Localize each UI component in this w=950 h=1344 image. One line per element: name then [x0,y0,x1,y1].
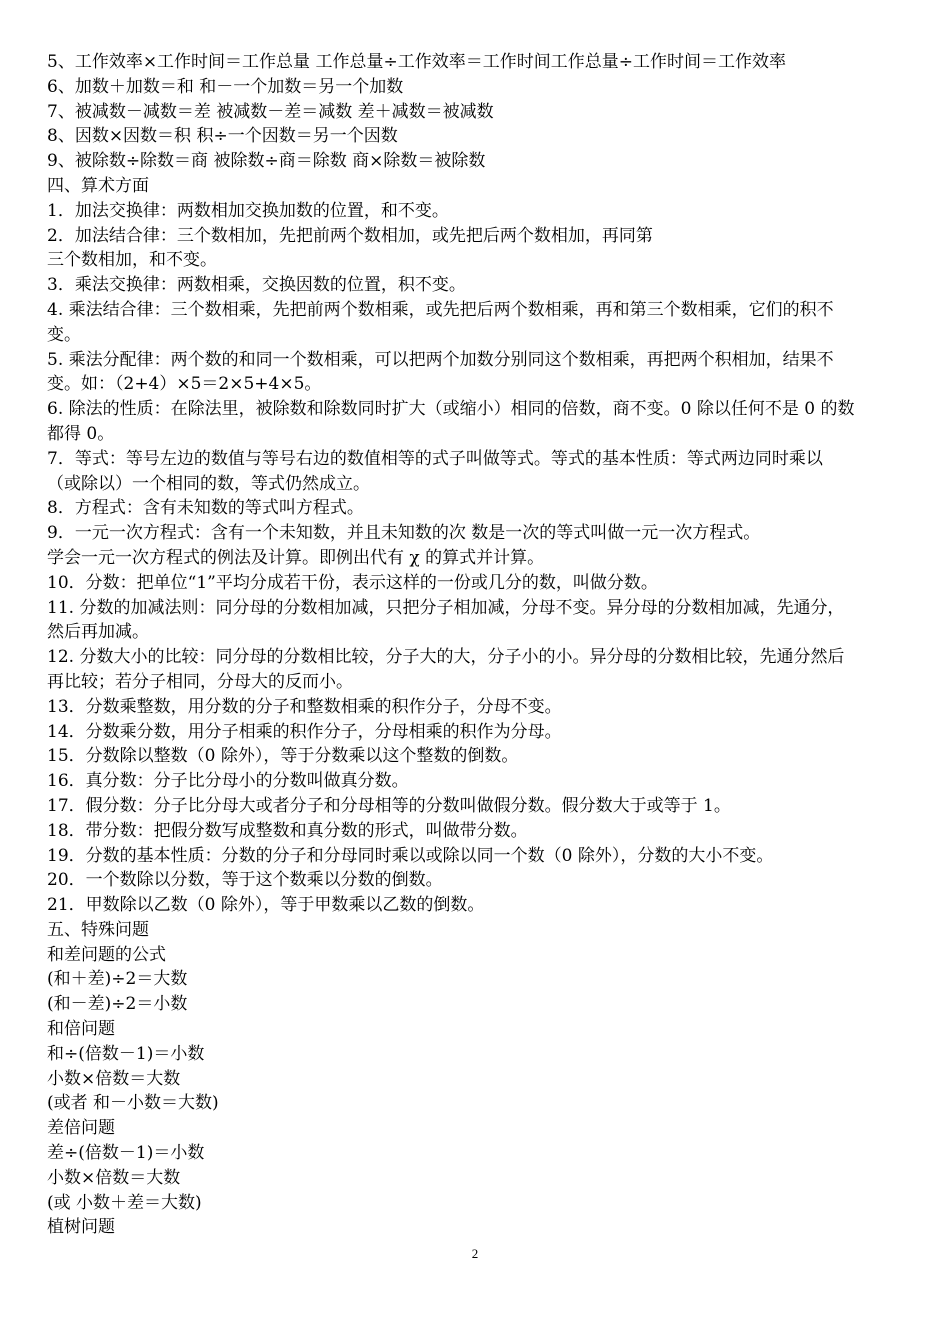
text-line: 9、被除数÷除数＝商 被除数÷商＝除数 商×除数＝被除数 [47,151,486,172]
text-line: 三个数相加，和不变。 [47,250,217,271]
text-line: 18．带分数：把假分数写成整数和真分数的形式，叫做带分数。 [47,820,528,841]
subheading: 植树问题 [47,1217,115,1238]
formula-line: 小数×倍数＝大数 [47,1167,181,1188]
text-line: 7．等式：等号左边的数值与等号右边的数值相等的式子叫做等式。等式的基本性质：等式两边同时乘以 [47,448,823,469]
text-line: 21．甲数除以乙数（0 除外），等于甲数乘以乙数的倒数。 [47,895,485,916]
page-number: 2 [471,1246,479,1261]
text-line: 学会一元一次方程式的例法及计算。即例出代有 χ 的算式并计算。 [47,547,545,568]
text-line: 15．分数除以整数（0 除外），等于分数乘以这个整数的倒数。 [47,746,519,767]
text-line: 2．加法结合律：三个数相加，先把前两个数相加，或先把后两个数相加，再同第 [47,225,653,246]
formula-line: (和＋差)÷2＝大数 [47,969,188,990]
text-line: 20．一个数除以分数，等于这个数乘以分数的倒数。 [47,870,443,891]
text-line: 3．乘法交换律：两数相乘，交换因数的位置，积不变。 [47,275,466,296]
text-line: 7、被减数－减数＝差 被减数－差＝减数 差＋减数＝被减数 [47,101,494,122]
text-line: 5. 乘法分配律：两个数的和同一个数相乘，可以把两个加数分别同这个数相乘，再把两个积相加，结果不 [47,349,834,370]
formula-line: (或 小数＋差＝大数) [47,1192,202,1213]
text-line: 6. 除法的性质：在除法里，被除数和除数同时扩大（或缩小）相同的倍数，商不变。0 除以任何不是 0 的数 [47,399,855,420]
document-body [47,50,909,1240]
section-heading: 四、算术方面 [47,175,149,196]
text-line: 都得 0。 [47,423,115,444]
text-line: 9．一元一次方程式：含有一个未知数，并且未知数的次 数是一次的等式叫做一元一次方程式。 [47,523,761,544]
text-line: 8．方程式：含有未知数的等式叫方程式。 [47,498,364,519]
text-line: （或除以）一个相同的数，等式仍然成立。 [47,473,370,494]
text-line: 13．分数乘整数，用分数的分子和整数相乘的积作分子，分母不变。 [47,696,562,717]
subheading: 和倍问题 [47,1019,115,1040]
formula-line: 差÷(倍数－1)＝小数 [47,1143,205,1164]
formula-line: (和－差)÷2＝小数 [47,994,188,1015]
formula-line: (或者 和－小数＝大数) [47,1093,219,1114]
text-line: 17．假分数：分子比分母大或者分子和分母相等的分数叫做假分数。假分数大于或等于 1。 [47,795,731,816]
text-line: 再比较；若分子相同，分母大的反而小。 [47,671,353,692]
subheading: 和差问题的公式 [47,944,166,965]
text-line: 4. 乘法结合律：三个数相乘，先把前两个数相乘，或先把后两个数相乘，再和第三个数相乘，它们的积不 [47,299,834,320]
text-line: 8、因数×因数＝积 积÷一个因数＝另一个因数 [47,126,398,147]
text-line: 变。 [47,324,81,345]
text-line: 5、工作效率×工作时间＝工作总量 工作总量÷工作效率＝工作时间工作总量÷工作时间＝工作效率 [47,52,786,72]
text-line: 12. 分数大小的比较：同分母的分数相比较，分子大的大，分子小的小。异分母的分数相比较，先通分然后 [47,647,845,668]
text-line: 10．分数：把单位“1”平均分成若干份，表示这样的一份或几分的数，叫做分数。 [47,572,658,593]
section-heading: 五、特殊问题 [47,919,149,940]
subheading: 差倍问题 [47,1118,115,1139]
text-line: 6、加数＋加数＝和 和－一个加数＝另一个加数 [47,76,404,97]
text-line: 11. 分数的加减法则：同分母的分数相加减，只把分子相加减，分母不变。异分母的分数相加减，先通分， [47,597,845,618]
text-line: 16．真分数：分子比分母小的分数叫做真分数。 [47,771,409,792]
text-line: 变。如：（2+4）×5＝2×5+4×5。 [47,374,322,395]
formula-line: 小数×倍数＝大数 [47,1068,181,1089]
formula-line: 和÷(倍数－1)＝小数 [47,1043,205,1064]
text-line: 19．分数的基本性质：分数的分子和分母同时乘以或除以同一个数（0 除外），分数的大小不变。 [47,845,774,866]
text-line: 14．分数乘分数，用分子相乘的积作分子，分母相乘的积作为分母。 [47,721,562,742]
text-line: 然后再加减。 [47,622,149,643]
text-line: 1．加法交换律：两数相加交换加数的位置，和不变。 [47,200,449,221]
